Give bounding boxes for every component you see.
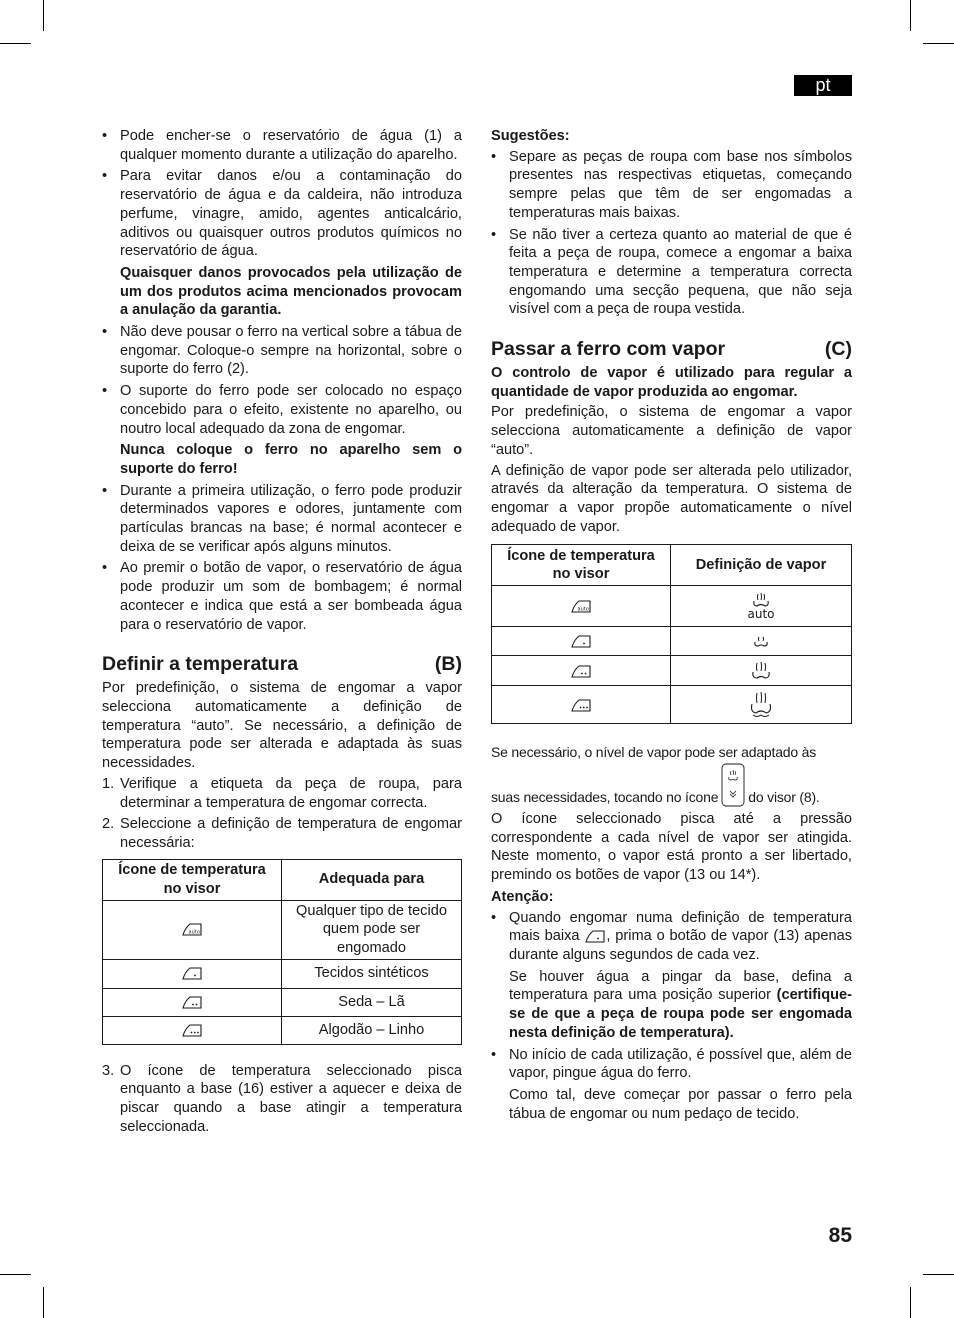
iron-one-dot-icon bbox=[181, 965, 203, 981]
list-item: • O suporte do ferro pode ser colocado no espaço concebido para o efeito, existente no aparelho, ou noutro local adequado da zona de engomar. Nunca coloque o ferro no aparelho sem o suporte do ferro! bbox=[102, 382, 462, 479]
crop-mark bbox=[0, 43, 31, 44]
table-row: Tecidos sintéticos bbox=[103, 959, 462, 988]
list-item: • Para evitar danos e/ou a contaminação do reservatório de água e da caldeira, não introduza perfume, vinagre, amido, agentes anticalcário, aditivos ou quaisquer outros produtos químicos no reservatório de água. Quaisquer danos provocados pela utilização de um dos produtos acima mencionados provocam a anulação da garantia. bbox=[102, 167, 462, 320]
iron-one-dot-icon bbox=[570, 633, 592, 649]
attention-heading: Atenção: bbox=[491, 888, 554, 905]
steam-auto-label: auto bbox=[747, 607, 775, 622]
svg-text:auto: auto bbox=[577, 606, 589, 613]
svg-text:auto: auto bbox=[188, 929, 200, 936]
crop-mark bbox=[910, 1287, 911, 1318]
left-column bbox=[102, 127, 462, 1139]
list-item: • Separe as peças de roupa com base nos símbolos presentes nas respectivas etiquetas, começando sempre pelas que têm de ser engomadas a temperaturas mais baixas. bbox=[491, 148, 852, 223]
steam-auto-icon bbox=[750, 592, 772, 608]
table-header: Definição de vapor bbox=[671, 545, 852, 586]
table-header: Ícone de temperatura no visor bbox=[103, 859, 282, 900]
table-row: auto Qualquer tipo de tecido quem pode ser engomado bbox=[103, 900, 462, 959]
crop-mark bbox=[910, 0, 911, 31]
table-header: Ícone de temperatura no visor bbox=[492, 545, 671, 586]
iron-two-dots-icon bbox=[181, 994, 203, 1010]
precautions-list bbox=[102, 127, 462, 634]
list-item: • Pode encher-se o reservatório de água (1) a qualquer momento durante a utilização do aparelho. bbox=[102, 127, 462, 164]
table-row bbox=[492, 656, 852, 686]
iron-stand-warning: Nunca coloque o ferro no aparelho sem o suporte do ferro! bbox=[120, 442, 462, 477]
iron-two-dots-icon bbox=[570, 663, 592, 679]
iron-auto-icon bbox=[181, 921, 203, 937]
steam-medium-icon bbox=[749, 661, 773, 681]
list-item: 3. O ícone de temperatura seleccionado pisca enquanto a base (16) estiver a aquecer e deixa de piscar quando a base atingir a temperatura seleccionada. bbox=[102, 1062, 462, 1135]
list-item: • Durante a primeira utilização, o ferro pode produzir determinados vapores e odores, juntamente com partículas brancas na base; é normal acontecer e deixa de se verificar após alguns minutos. bbox=[102, 482, 462, 557]
steam-low-icon bbox=[750, 633, 772, 649]
table-row bbox=[492, 586, 852, 627]
section-heading-steam: Passar a ferro com vapor (C) bbox=[491, 338, 852, 361]
crop-mark bbox=[0, 1274, 31, 1275]
steam-para: A definição de vapor pode ser alterada pelo utilizador, através da alteração da temperatura. O sistema de engomar a vapor propõe automaticamente o nível adequado de vapor. bbox=[491, 462, 852, 535]
list-item: 1. Verifique a etiqueta da peça de roupa, para determinar a temperatura de engomar correcta. bbox=[102, 775, 462, 811]
crop-mark bbox=[923, 1274, 954, 1275]
steam-high-icon bbox=[748, 691, 774, 719]
table-header: Adequada para bbox=[282, 859, 462, 900]
section-heading-temperature: Definir a temperatura (B) bbox=[102, 653, 462, 676]
list-item: • Ao premir o botão de vapor, o reservatório de água pode produzir um som de bombagem; é normal acontecer e indica que está a ser bombeada água para o reservatório de vapor. bbox=[102, 559, 462, 634]
right-column bbox=[491, 127, 852, 1126]
iron-three-dots-icon bbox=[181, 1022, 203, 1038]
iron-three-dots-icon bbox=[570, 697, 592, 713]
iron-auto-icon bbox=[570, 598, 592, 614]
table-row: Seda – Lã bbox=[103, 988, 462, 1016]
language-badge: pt bbox=[794, 75, 852, 96]
temperature-step-3 bbox=[102, 1062, 462, 1137]
crop-mark bbox=[43, 0, 44, 31]
table-row: Algodão – Linho bbox=[103, 1016, 462, 1044]
list-item: • Não deve pousar o ferro na vertical sobre a tábua de engomar. Coloque-o sempre na horizontal, sobre o suporte do ferro (2). bbox=[102, 323, 462, 379]
tips-heading: Sugestões: bbox=[491, 128, 570, 144]
steam-adjust-line: Se necessário, o nível de vapor pode ser adaptado às bbox=[491, 744, 817, 761]
tips-list bbox=[491, 148, 852, 319]
steam-lead: O controlo de vapor é utilizado para regular a quantidade de vapor produzida ao engomar. bbox=[491, 365, 852, 400]
temperature-steps bbox=[102, 775, 462, 853]
crop-mark bbox=[923, 43, 954, 44]
temperature-table bbox=[102, 859, 462, 1045]
list-item: • Quando engomar numa definição de temperatura mais baixa , prima o botão de vapor (13) apenas durante alguns segundos de cada vez. Se houver água a pingar da base, defina a temperatura para uma posição superior (certifique-se de que a peça de roupa pode ser engomada nesta definição de temperatura). bbox=[491, 909, 852, 1043]
steam-adjust-line-icon: suas necessidades, tocando no ícone do visor (8). bbox=[491, 763, 852, 807]
list-item: 2. Seleccione a definição de temperatura de engomar necessária: bbox=[102, 816, 462, 851]
steam-para: Por predefinição, o sistema de engomar a vapor selecciona automaticamente a definição de vapor “auto”. bbox=[491, 404, 852, 458]
steam-table bbox=[491, 544, 852, 724]
temperature-intro: Por predefinição, o sistema de engomar a vapor selecciona automaticamente a definição de temperatura “auto”. Se necessário, a definição de temperatura pode ser alterada e adaptada às suas necessidades. bbox=[102, 680, 462, 772]
steam-button-icon bbox=[721, 763, 745, 807]
table-row bbox=[492, 627, 852, 656]
blink-paragraph: O ícone seleccionado pisca até a pressão correspondente a cada nível de vapor ser atingida. Neste momento, o vapor está pronto a ser libertado, premindo os botões de vapor (13 ou 14*). bbox=[491, 811, 852, 884]
table-row bbox=[492, 686, 852, 724]
page-number: 85 bbox=[828, 1224, 852, 1247]
list-item: • Se não tiver a certeza quanto ao material de que é feita a peça de roupa, comece a engomar a baixa temperatura e determine a temperatura correcta engomando uma secção pequena, que não seja visível com a peça de roupa vestida. bbox=[491, 226, 852, 320]
warranty-warning: Quaisquer danos provocados pela utilização de um dos produtos acima mencionados provocam a anulação da garantia. bbox=[120, 264, 462, 319]
list-item: • No início de cada utilização, é possível que, além de vapor, pingue água do ferro. Como tal, deve começar por passar o ferro pela tábua de engomar ou num pedaço de tecido. bbox=[491, 1046, 852, 1124]
iron-one-dot-icon bbox=[584, 928, 606, 944]
crop-mark bbox=[43, 1287, 44, 1318]
attention-list bbox=[491, 909, 852, 1124]
